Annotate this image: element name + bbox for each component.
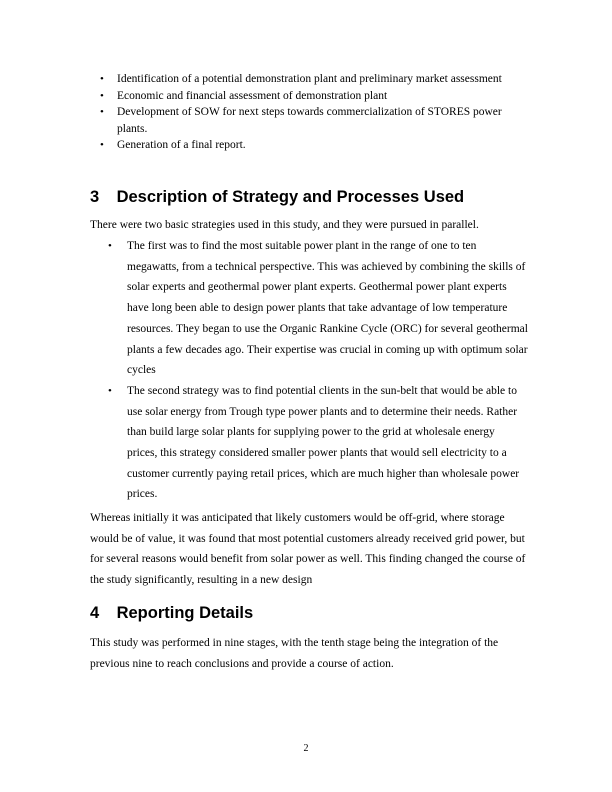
bullet-icon: • — [100, 89, 104, 102]
section-4-body: This study was performed in nine stages, with the tenth stage being the integration of the previous nine to reach conclusions and provide a course of action. — [90, 637, 499, 670]
list-item — [100, 88, 532, 105]
list-item — [100, 137, 532, 154]
strategy-list — [108, 236, 528, 505]
bullet-icon: • — [100, 106, 104, 118]
list-item-text: Development of SOW for next steps towards commercialization of STORES power plants. — [117, 106, 502, 135]
list-item-text: Generation of a final report. — [117, 139, 246, 151]
list-item — [100, 71, 532, 88]
bullet-icon: • — [108, 384, 112, 397]
list-item — [108, 381, 528, 505]
section-3-intro: There were two basic strategies used in this study, and they were pursued in parallel. — [90, 219, 479, 231]
section-number: 3 — [90, 188, 100, 206]
page-number: 2 — [303, 743, 309, 754]
section-3-closing: Whereas initially it was anticipated that likely customers would be off-grid, where storage would be of value, it was found that most potential customers already received grid power, but for several reasons would benefit from solar power as well. This finding changed the course of the study significantly, resulting in a new design — [90, 512, 526, 587]
section-3-heading — [90, 188, 464, 207]
list-item — [100, 104, 532, 137]
bullet-icon: • — [108, 240, 112, 252]
bullet-icon: • — [100, 73, 104, 85]
section-number: 4 — [90, 604, 100, 622]
objectives-list — [100, 71, 532, 154]
section-4-heading — [90, 604, 253, 623]
list-item-text: Economic and financial assessment of demonstration plant — [117, 89, 388, 102]
list-item-text: The first was to find the most suitable power plant in the range of one to ten megawatts, from a technical perspective. This was achieved by combining the skills of solar experts and geothermal power plant experts. Geothermal power plant experts have long been able to design power plants that take advantage of low temperature resources. They began to use the Organic Rankine Cycle (ORC) for several geothermal plants a few decades ago. Their expertise was crucial in coming up with optimum solar cycles — [127, 240, 528, 377]
section-title: Reporting Details — [116, 604, 254, 622]
list-item-text: The second strategy was to find potential clients in the sun-belt that would be able to use solar energy from Trough type power plants and to determine their needs. Rather than build large solar plants for supplying power to the grid at wholesale energy prices, this strategy considered smaller power plants that would sell electricity to a customer currently paying retail prices, which are much higher than wholesale power prices. — [127, 384, 520, 501]
list-item — [108, 236, 528, 381]
list-item-text: Identification of a potential demonstration plant and preliminary market assessment — [117, 73, 502, 85]
bullet-icon: • — [100, 139, 104, 151]
section-title: Description of Strategy and Processes Used — [116, 188, 465, 206]
